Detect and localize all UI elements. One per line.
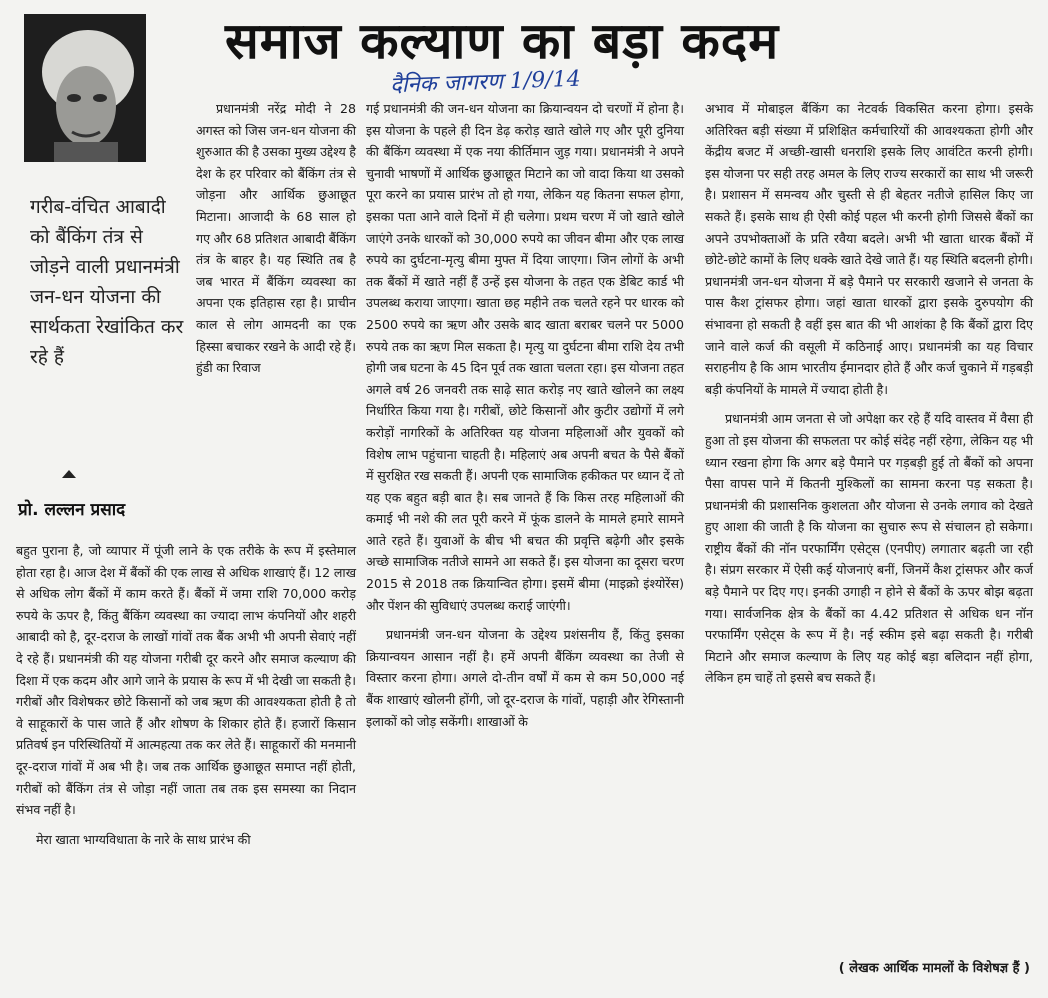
headline: समाज कल्याण का बड़ा कदम xyxy=(225,12,780,70)
column-1-top xyxy=(196,98,356,379)
byline: प्रो. लल्लन प्रसाद xyxy=(18,500,126,520)
paragraph: प्रधानमंत्री आम जनता से जो अपेक्षा कर रहे हैं यदि वास्तव में वैसा ही हुआ तो इस योजना की सफलता पर कोई संदेह नहीं रहेगा, लेकिन यह भी ध्यान रखना होगा कि अगर बड़े पैमाने पर गड़बड़ी हुई तो बैंकों को अपना पैसा वापस पाने में कितनी मुश्किलों का सामना करना पड़ सकता है। प्रधानमंत्री की प्रशासनिक कुशलता और योजना से उनके लगाव को देखते हुए आशा की जाती है कि योजना का सुचारु रूप से संचालन हो सकेगा। राष्ट्रीय बैंकों की नॉन परफार्मिंग एसेट्स (एनपीए) लगातार बढ़ती जा रही है। संप्रग सरकार में ऐसी कई योजनाएं बनीं, जिनमें कैश ट्रांसफर और कर्ज बड़े पैमाने पर दिए गए। इनकी उगाही न होने से बैंकों के ऊपर बोझ बढ़ता गया। सार्वजनिक क्षेत्र के बैंकों का 4.42 प्रतिशत से अधिक धन नॉन परफार्मिंग एसेट्स के रूप में है। नई स्कीम इसे बढ़ा सकती है। गरीबी मिटाने और समाज कल्याण के लिए यह कोई बड़ा बलिदान नहीं होगा, लेकिन हम चाहें तो इससे बच सकते हैं। xyxy=(705,411,1033,686)
paragraph: अभाव में मोबाइल बैंकिंग का नेटवर्क विकसित करना होगा। इसके अतिरिक्त बड़ी संख्या में प्रशिक्षित कर्मचारियों की आवश्यकता होगी और केंद्रीय बजट में अच्छी-खासी धनराशि इसके लिए आवंटित करनी होगी। इस योजना पर सही तरह अमल के लिए राज्य सरकारों का साथ भी जरूरी है। प्रशासन में समन्वय और चुस्ती से ही बेहतर नतीजे हासिल किए जा सकते हैं। इसके साथ ही ऐसी कोई पहल भी करनी होगी जिससे बैंकों का अपने उपभोक्ताओं के प्रति रवैया बदले। अभी भी खाता धारक बैंकों में छोटे-छोटे कामों के लिए धक्के खाते देखे जाते हैं। यह स्थिति बदलनी होगी। प्रधानमंत्री जन-धन योजना में बड़े पैमाने पर सरकारी खजाने से जनता के पास कैश ट्रांसफर होगा। जहां खाता धारकों द्वारा इसके दुरुपयोग की संभावना हो सकती है वहीं इस बात की भी आशंका है कि बैंकों द्वारा दिए जाने वाले कर्ज की वसूली में कठिनाई आए। प्रधानमंत्री का यह विचार सराहनीय है कि आम भारतीय ईमानदार होते हैं और कर्ज चुकाने में गड़बड़ी बड़ी कंपनियों के मामले में ज्यादा होती है। xyxy=(705,101,1033,397)
deck-summary: गरीब-वंचित आबादी को बैंकिंग तंत्र से जोड़ने वाली प्रधानमंत्री जन-धन योजना की सार्थकता रेखांकित कर रहे हैं xyxy=(30,196,184,368)
paragraph: प्रधानमंत्री जन-धन योजना के उद्देश्य प्रशंसनीय हैं, किंतु इसका क्रियान्वयन आसान नहीं है। हमें अपनी बैंकिंग व्यवस्था का तेजी से विस्तार करना होगा। अगले दो-तीन वर्षों में कम से कम 50,000 नई बैंक शाखाएं खोलनी होंगी, जो दूर-दराज के गांवों, पहाड़ी और रेगिस्तानी इलाकों को जोड़ सकेंगी। शाखाओं के xyxy=(366,627,684,729)
paragraph: मेरा खाता भाग्यविधाता के नारे के साथ प्रारंभ की xyxy=(36,831,251,847)
paragraph: गई प्रधानमंत्री की जन-धन योजना का क्रियान्वयन दो चरणों में होना है। इस योजना के पहले ही दिन डेढ़ करोड़ खाते खोले गए और पूरी दुनिया की बैंकिंग व्यवस्था में एक नया कीर्तिमान जुड़ गया। प्रधानमंत्री ने अपने चुनावी भाषणों में आर्थिक छुआछूत मिटाने का जो वादा किया था उसको पूरा करने का प्रयास प्रारंभ तो हो गया, लेकिन यह कितना सफल होगा, इसका पता आने वाले दिनों में ही चलेगा। प्रथम चरण में जो खाते खोले जाएंगे उनके धारकों को 30,000 रुपये का जीवन बीमा और एक लाख रुपये का दुर्घटना-मृत्यु बीमा मुफ्त में दिया जाएगा। जिन लोगों के अभी तक बैंकों में खाते नहीं हैं उन्हें इस योजना के तहत एक डेबिट कार्ड भी उपलब्ध कराया जाएगा। खाता छह महीने तक चलते रहने पर धारक को 2500 रुपये का ऋण और उसके बाद खाता बराबर चलने पर 5000 रुपये तक का ऋण मिल सकता है। मृत्यु या दुर्घटना बीमा राशि देय तभी होगी जब घटना के 45 दिन पूर्व तक खाता चलता रहा। इस योजना तहत अगले वर्ष 26 जनवरी तक साढ़े सात करोड़ नए खाते खोलने का लक्ष्य निर्धारित किया गया है। गरीबों, छोटे किसानों और कुटीर उद्योगों में लगे करोड़ों नागरिकों के अतिरिक्त यह योजना महिलाओं और युवकों को विशेष लाभ पहुंचाना चाहती है। महिलाएं अब अपनी बचत के पैसे बैंकों में सुरक्षित रख सकती हैं। अपनी एक सामाजिक हकीकत पर ध्यान दें तो यह एक बहुत बड़ी बात है। सब जानते हैं कि किस तरह महिलाओं की कमाई भी नशे की लत पूरी करने में फूंक डालने के मामले हमारे सामने आते रहते हैं। युवाओं के बीच भी बचत की प्रवृत्ति बढ़ेगी और इसके अच्छे सामाजिक नतीजे सामने आ सकते हैं। इस योजना का दूसरा चरण 2015 से 2018 तक क्रियान्वित होगा। इसमें बीमा (माइक्रो इंश्योरेंस) और पेंशन की सुविधाएं उपलब्ध कराई जाएंगी। xyxy=(366,101,684,613)
paragraph: बहुत पुराना है, जो व्यापार में पूंजी लाने के एक तरीके के रूप में इस्तेमाल होता रहा है। आज देश में बैंकों की एक लाख से अधिक शाखाएं हैं। 12 लाख से अधिक लोग बैंकों में काम करते हैं। बैंकों में जमा राशि 70,000 करोड़ रुपये के ऊपर है, किंतु बैंकिंग व्यवस्था का ज्यादा लाभ कंपनियों और शहरी आबादी को है, दूर-दराज के लाखों गांवों तक बैंक अभी भी अपनी सेवाएं नहीं दे रहे हैं। प्रधानमंत्री की यह योजना गरीबी दूर करने और समाज कल्याण की दिशा में एक कदम और आगे जाने के प्रयास के रूप में भी देखी जा सकती है। गरीबों और विशेषकर छोटे किसानों को जब ऋण की आवश्यकता होती है तो वे साहूकारों के पास जाते हैं और शोषण के शिकार होते हैं। हजारों किसान प्रतिवर्ष इन परिस्थितियों में आत्महत्या तक कर लेते हैं। साहूकारों की मनमानी दूर-दराज गांवों में अब भी है। जब तक आर्थिक छुआछूत समाप्त नहीं होती, गरीबों को बैंकिंग तंत्र से जोड़ा नहीं जाता तब तक इस समस्या का निदान संभव नहीं है। xyxy=(16,543,356,818)
column-3 xyxy=(705,98,1033,689)
column-2 xyxy=(366,98,684,732)
triangle-marker-icon xyxy=(62,470,76,478)
author-photo xyxy=(24,14,146,162)
handwritten-date-note: दैनिक जागरण 1/9/14 xyxy=(389,66,582,99)
column-1-bottom xyxy=(16,540,356,850)
paragraph: प्रधानमंत्री नरेंद्र मोदी ने 28 अगस्त को जिस जन-धन योजना की शुरुआत की है उसका मुख्य उद्देश्य है देश के हर परिवार को बैंकिंग तंत्र से जोड़ना और आर्थिक छुआछूत मिटाना। आजादी के 68 साल हो गए और 68 प्रतिशत आबादी बैंकिंग तंत्र के बाहर है। यह स्थिति तब है जब भारत में बैंकिंग व्यवस्था का अपना एक इतिहास रहा है। प्राचीन काल से लोग आमदनी का एक हिस्सा बचाकर रखने के आदी रहे हैं। हुंडी का रिवाज xyxy=(196,101,356,376)
author-note: ( लेखक आर्थिक मामलों के विशेषज्ञ हैं ) xyxy=(838,961,1030,976)
